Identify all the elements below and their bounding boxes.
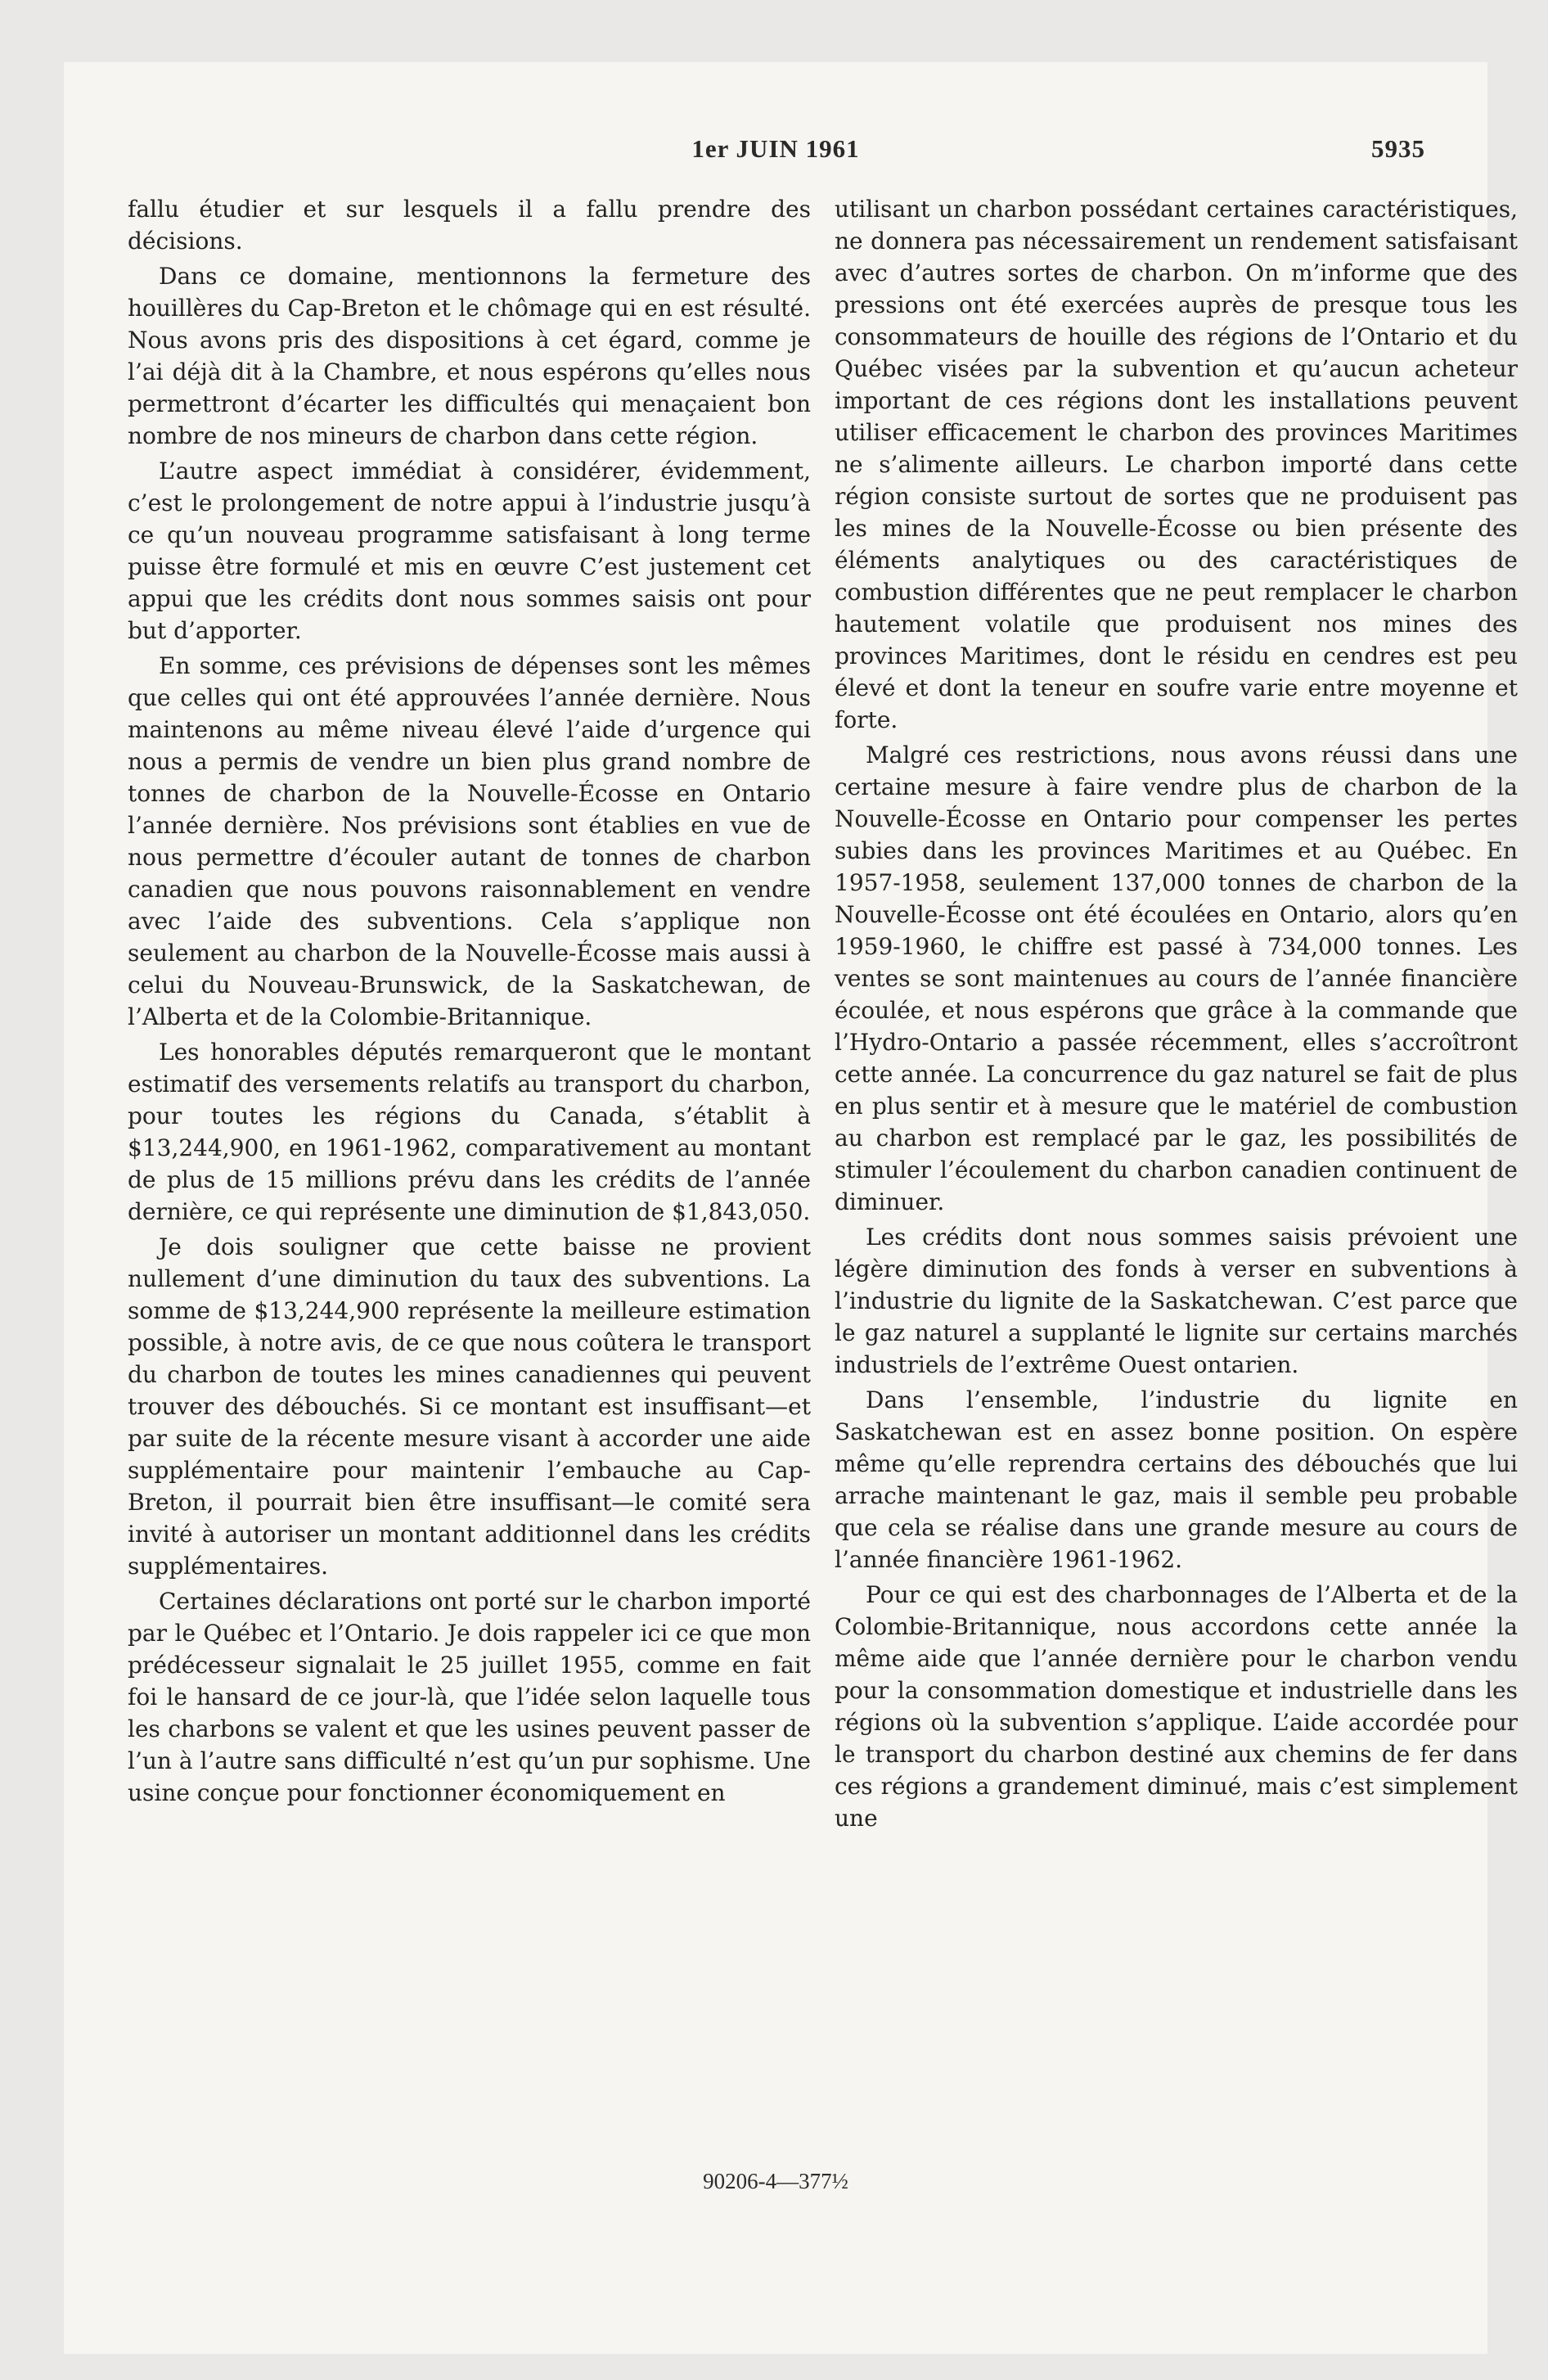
paragraph: fallu étudier et sur lesquels il a fallu prendre des décisions. [128, 196, 811, 255]
page-number: 5935 [1371, 134, 1425, 163]
paragraph: Dans l’ensemble, l’industrie du lignite en Saskatchewan est en assez bonne position. On espère même qu’elle reprendra certains des débouchés que lui arrache maintenant le gaz, mais il semble peu probable que cela se réalise dans une grande mesure au cours de l’année financière 1961-1962. [835, 1386, 1518, 1573]
left-column [128, 193, 811, 1812]
paragraph: Les crédits dont nous sommes saisis prévoient une légère diminution des fonds à verser en subventions à l’industrie du lignite de la Saskatchewan. C’est parce que le gaz naturel a supplanté le lignite sur certains marchés industriels de l’extrême Ouest ontarien. [835, 1224, 1518, 1378]
paragraph: Pour ce qui est des charbonnages de l’Alberta et de la Colombie-Britannique, nous accordons cette année la même aide que l’année dernière pour le charbon vendu pour la consommation domestique et industrielle dans les régions où la subvention s’applique. L’aide accordée pour le transport du charbon destiné aux chemins de fer dans ces régions a grandement diminué, mais c’est simplement une [835, 1581, 1518, 1832]
page-date: 1er JUIN 1961 [691, 134, 860, 163]
page-header [64, 134, 1487, 175]
paragraph: Je dois souligner que cette baisse ne provient nullement d’une diminution du taux des subventions. La somme de $13,244,900 représente la meilleure estimation possible, à notre avis, de ce que nous coûtera le transport du charbon de toutes les mines canadiennes qui peuvent trouver des débouchés. Si ce montant est insuffisant—et par suite de la récente mesure visant à accorder une aide supplémentaire pour maintenir l’embauche au Cap-Breton, il pourrait bien être insuffisant—le comité sera invité à autoriser un montant additionnel dans les crédits supplémentaires. [128, 1233, 811, 1580]
paragraph: Les honorables députés remarqueront que le montant estimatif des versements relatifs au transport du charbon, pour toutes les régions du Canada, s’établit à $13,244,900, en 1961-1962, comparativement au montant de plus de 15 millions prévu dans les crédits de l’année dernière, ce qui représente une diminution de $1,843,050. [128, 1039, 811, 1225]
paragraph: En somme, ces prévisions de dépenses sont les mêmes que celles qui ont été approuvées l’année dernière. Nous maintenons au même niveau élevé l’aide d’urgence qui nous a permis de vendre un bien plus grand nombre de tonnes de charbon de la Nouvelle-Écosse en Ontario l’année dernière. Nos prévisions sont établies en vue de nous permettre d’écouler autant de tonnes de charbon canadien que nous pouvons raisonnablement en vendre avec l’aide des subventions. Cela s’applique non seulement au charbon de la Nouvelle-Écosse mais aussi à celui du Nouveau-Brunswick, de la Saskatchewan, de l’Alberta et de la Colombie-Britannique. [128, 652, 811, 1030]
paragraph: Certaines déclarations ont porté sur le charbon importé par le Québec et l’Ontario. Je dois rappeler ici ce que mon prédécesseur signalait le 25 juillet 1955, comme en fait foi le hansard de ce jour-là, que l’idée selon laquelle tous les charbons se valent et que les usines peuvent passer de l’un à l’autre sans difficulté n’est qu’un pur sophisme. Une usine conçue pour fonctionner économiquement en [128, 1588, 811, 1806]
paragraph: utilisant un charbon possédant certaines caractéristiques, ne donnera pas nécessairement un rendement satisfaisant avec d’autres sortes de charbon. On m’informe que des pressions ont été exercées auprès de presque tous les consommateurs de houille des régions de l’Ontario et du Québec visées par la subvention et qu’aucun acheteur important de ces régions dont les installations peuvent utiliser efficacement le charbon des provinces Maritimes ne s’alimente ailleurs. Le charbon importé dans cette région consiste surtout de sortes que ne produisent pas les mines de la Nouvelle-Écosse ou bien présente des éléments analytiques ou des caractéristiques de combustion différentes que ne peut remplacer le charbon hautement volatile que produisent nos mines des provinces Maritimes, dont le résidu en cendres est peu élevé et dont la teneur en soufre varie entre moyenne et forte. [835, 196, 1518, 733]
paragraph: Dans ce domaine, mentionnons la fermeture des houillères du Cap-Breton et le chômage qui en est résulté. Nous avons pris des dispositions à cet égard, comme je l’ai déjà dit à la Chambre, et nous espérons qu’elles nous permettront d’écarter les difficultés qui menaçaient bon nombre de nos mineurs de charbon dans cette région. [128, 263, 811, 449]
right-column [835, 193, 1518, 1837]
paragraph: Malgré ces restrictions, nous avons réussi dans une certaine mesure à faire vendre plus de charbon de la Nouvelle-Écosse en Ontario pour compenser les pertes subies dans les provinces Maritimes et au Québec. En 1957-1958, seulement 137,000 tonnes de charbon de la Nouvelle-Écosse ont été écoulées en Ontario, alors qu’en 1959-1960, le chiffre est passé à 734,000 tonnes. Les ventes se sont maintenues au cours de l’année financière écoulée, et nous espérons que grâce à la commande que l’Hydro-Ontario a passée récemment, elles s’accroîtront cette année. La concurrence du gaz naturel se fait de plus en plus sentir et à mesure que le matériel de combustion au charbon est remplacé par le gaz, les possibilités de stimuler l’écoulement du charbon canadien continuent de diminuer. [835, 741, 1518, 1215]
paragraph: L’autre aspect immédiat à considérer, évidemment, c’est le prolongement de notre appui à l’industrie jusqu’à ce qu’un nouveau programme satisfaisant à long terme puisse être formulé et mis en œuvre C’est justement cet appui que les crédits dont nous sommes saisis ont pour but d’apporter. [128, 458, 811, 644]
page-footer-code: 90206-4—377½ [703, 2169, 848, 2193]
page-sheet [64, 62, 1518, 2354]
